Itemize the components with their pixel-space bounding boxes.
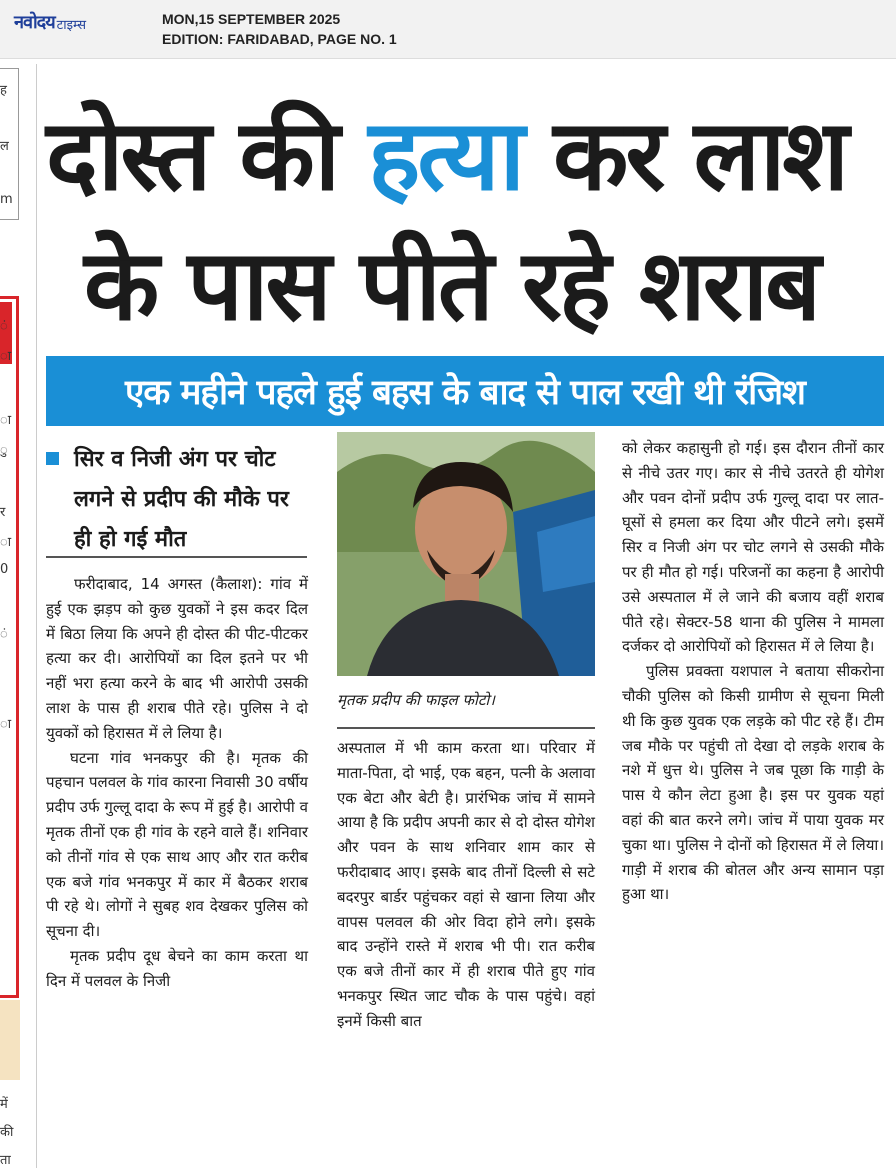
paragraph: को लेकर कहासुनी हो गई। इस दौरान तीनों कार से नीचे उतर गए। कार से नीचे उतरते ही योगेश और पवन दोनों प्रदीप उर्फ गुल्लू दादा पर लात-घूसों से हमला कर दिया और पीटने लगे। इसमें सिर व निजी अंग पर चोट लगने से उसकी मौके पर ही मौत हो गई। परिजनों का कहना है आरोपी उसे अस्पताल में ले जाने की बजाय वहीं शराब पीते रहे। सेक्टर-58 थाना की पुलिस ने मामला दर्जकर दो आरोपियों को हिरासत में ले लिया है। xyxy=(622,439,884,656)
caption-rule xyxy=(337,727,595,729)
headline-line-1: दोस्त की हत्या कर लाश xyxy=(46,99,847,213)
adjacent-fragment: में xyxy=(0,1097,8,1112)
square-bullet-icon xyxy=(46,452,59,465)
adjacent-fragment: 0 xyxy=(0,562,9,577)
victim-photo xyxy=(337,432,595,676)
paragraph: मृतक प्रदीप दूध बेचने का काम करता था दिन में पलवल के निजी xyxy=(46,946,308,990)
paragraph: अस्पताल में भी काम करता था। परिवार में माता-पिता, दो भाई, एक बहन, पत्नी के अलावा एक बेटा और बेटी है। प्रारंभिक जांच में सामने आया है कि प्रदीप अपनी कार से दो दोस्त योगेश और पवन के साथ शनिवार शाम कार से फरीदाबाद आए। इसके बाद तीनों दिल्ली से सटे बदरपुर बार्डर पहुंचकर वहां से खाना लिया और वापस पलवल की ओर विदा होने लगे। इसके बाद उन्होंने रास्ते में शराब भी पी। रात करीब एक बजे तीनों कार में ही शराब पीते हुए गांव भनकपुर स्थित जाट चौक के पास पहुंचे। वहां इनमें किसी बात xyxy=(337,739,595,1030)
article-column-1 xyxy=(46,572,308,994)
subheadline-banner xyxy=(46,356,884,426)
adjacent-fragment: ता xyxy=(0,1153,11,1168)
newspaper-logo: नवोदय टाइम्स xyxy=(14,12,86,33)
adjacent-red-frame xyxy=(0,296,19,998)
paragraph: घटना गांव भनकपुर की है। मृतक की पहचान पलवल के गांव कारना निवासी 30 वर्षीय प्रदीप उर्फ गुल्लू दादा के रूप में हुई है। आरोपी व मृतक तीनों एक ही गांव के रहने वाले हैं। शनिवार को तीनों गांव से एक साथ आए और रात करीब एक बजे गांव भनकपुर में कार में बैठकर शराब पी रहे थे। लोगों ने सुबह शव देखकर पुलिस को सूचना दी। xyxy=(46,748,308,941)
paragraph: पुलिस प्रवक्ता यशपाल ने बताया सीकरोना चौकी पुलिस को किसी ग्रामीण से सूचना मिली थी कि कुछ युवक एक लड़के को पीट रहे हैं। टीम जब मौके पर पहुंची तो देखा दो लड़के शराब के नशे में धुत्त थे। पुलिस ने जब पूछा कि गाड़ी के पास ये कौन लेटा हुआ है। इस पर युवक यहां वहां की बात करने लगे। जांच में पाया युवक मर चुका था। पुलिस ने दोनों को हिरासत में ले लिया। गाड़ी में शराब की बोतल और अन्य सामान पड़ा हुआ था। xyxy=(622,662,884,904)
highlight-text: सिर व निजी अंग पर चोट लगने से प्रदीप की मौके पर ही हो गई मौत xyxy=(74,447,289,552)
adjacent-fragment: ु xyxy=(0,443,8,458)
edition-info xyxy=(162,9,397,49)
edition-page: EDITION: FARIDABAD, PAGE NO. 1 xyxy=(162,31,397,47)
highlight-rule xyxy=(46,556,307,558)
adjacent-fragment: ह xyxy=(0,83,7,98)
column-divider xyxy=(36,64,37,1168)
adjacent-fragment: र xyxy=(0,505,6,520)
headline-highlight: हत्या xyxy=(368,99,522,213)
adjacent-fragment: ं xyxy=(0,627,8,642)
headline-line-2: के पास पीते रहे शराब xyxy=(84,229,819,343)
adjacent-fragment: ं xyxy=(0,319,8,334)
adjacent-fragment: ा xyxy=(0,413,12,428)
adjacent-fragment: ा xyxy=(0,535,12,550)
edition-header xyxy=(0,0,896,59)
adjacent-fragment: की xyxy=(0,1125,14,1140)
paragraph: फरीदाबाद, 14 अगस्त (कैलाश): गांव में हुई एक झड़प को कुछ युवकों ने इस कदर दिल में बिठा लिया कि अपने ही दोस्त की पीट-पीटकर हत्या कर दी। आरोपियों का दिल इतने पर भी नहीं भरा हत्या करने के बाद भी आरोपी उसकी लाश के पास ही शराब पीते रहे। पुलिस ने दो युवकों को हिरासत में ले लिया है। xyxy=(46,575,308,742)
adjacent-fragment: ा xyxy=(0,349,12,364)
edition-date: MON,15 SEPTEMBER 2025 xyxy=(162,11,341,27)
adjacent-fragment: ा xyxy=(0,717,12,732)
adjacent-fragment: ल xyxy=(0,139,9,154)
photo-caption: मृतक प्रदीप की फाइल फोटो। xyxy=(337,691,495,709)
portrait-image xyxy=(337,432,595,676)
adjacent-cream-block xyxy=(0,1000,20,1080)
article-column-2 xyxy=(337,736,595,1034)
adjacent-fragment: m xyxy=(0,192,13,207)
subheadline: एक महीने पहले हुई बहस के बाद से पाल रखी थी रंजिश xyxy=(125,372,805,413)
adjacent-article-strip xyxy=(0,64,20,1168)
article-column-3 xyxy=(622,436,884,907)
